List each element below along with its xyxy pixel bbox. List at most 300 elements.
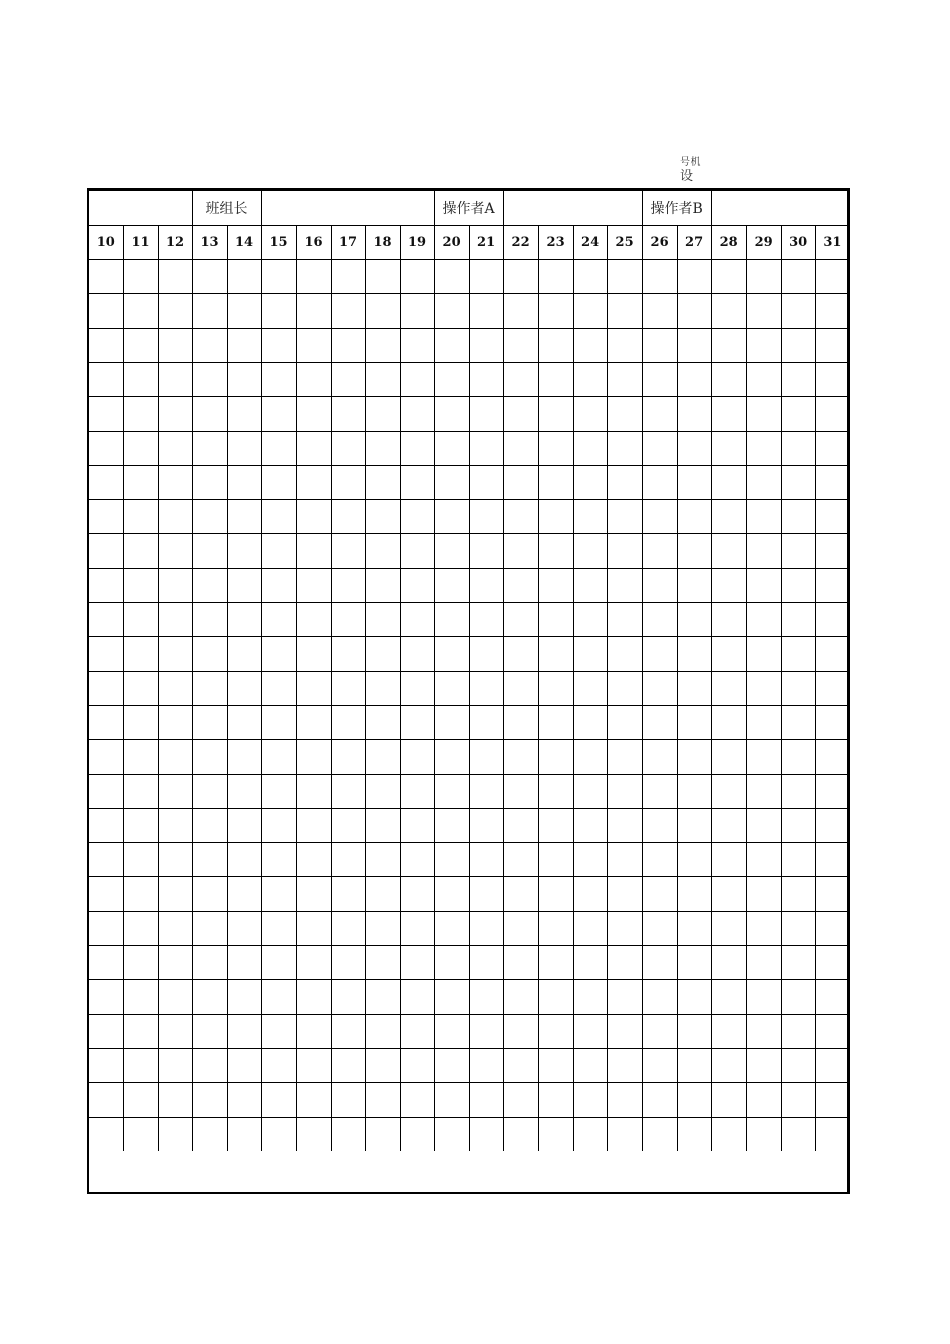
record-cell[interactable] (89, 877, 123, 911)
record-cell[interactable] (192, 911, 227, 945)
record-cell[interactable] (331, 534, 365, 568)
record-cell[interactable] (815, 431, 849, 465)
record-cell[interactable] (192, 843, 227, 877)
record-cell[interactable] (434, 637, 469, 671)
record-cell[interactable] (192, 465, 227, 499)
record-cell[interactable] (123, 534, 158, 568)
record-cell[interactable] (89, 1117, 123, 1151)
record-cell[interactable] (192, 1117, 227, 1151)
record-cell[interactable] (123, 465, 158, 499)
record-cell[interactable] (607, 877, 642, 911)
record-cell[interactable] (746, 671, 781, 705)
record-cell[interactable] (89, 705, 123, 739)
record-cell[interactable] (538, 500, 573, 534)
record-cell[interactable] (469, 534, 503, 568)
record-cell[interactable] (331, 465, 365, 499)
record-cell[interactable] (158, 911, 192, 945)
record-cell[interactable] (331, 500, 365, 534)
record-cell[interactable] (296, 1083, 331, 1117)
record-cell[interactable] (192, 1014, 227, 1048)
record-cell[interactable] (331, 946, 365, 980)
record-cell[interactable] (434, 294, 469, 328)
record-cell[interactable] (607, 603, 642, 637)
record-cell[interactable] (607, 740, 642, 774)
record-cell[interactable] (123, 705, 158, 739)
record-cell[interactable] (711, 637, 746, 671)
record-cell[interactable] (573, 705, 607, 739)
record-cell[interactable] (677, 911, 711, 945)
record-cell[interactable] (781, 637, 815, 671)
record-cell[interactable] (400, 808, 434, 842)
record-cell[interactable] (261, 637, 296, 671)
record-cell[interactable] (469, 1048, 503, 1082)
record-cell[interactable] (573, 808, 607, 842)
record-cell[interactable] (815, 808, 849, 842)
record-cell[interactable] (89, 637, 123, 671)
record-cell[interactable] (400, 637, 434, 671)
record-cell[interactable] (261, 328, 296, 362)
record-cell[interactable] (677, 465, 711, 499)
record-cell[interactable] (607, 1117, 642, 1151)
record-cell[interactable] (746, 705, 781, 739)
record-cell[interactable] (434, 1048, 469, 1082)
record-cell[interactable] (296, 774, 331, 808)
record-cell[interactable] (123, 1048, 158, 1082)
record-cell[interactable] (365, 946, 400, 980)
record-cell[interactable] (296, 1014, 331, 1048)
record-cell[interactable] (365, 911, 400, 945)
record-cell[interactable] (815, 877, 849, 911)
record-cell[interactable] (331, 431, 365, 465)
record-cell[interactable] (89, 843, 123, 877)
record-cell[interactable] (746, 1117, 781, 1151)
record-cell[interactable] (746, 362, 781, 396)
record-cell[interactable] (261, 877, 296, 911)
record-cell[interactable] (434, 465, 469, 499)
record-cell[interactable] (746, 877, 781, 911)
record-cell[interactable] (227, 1014, 261, 1048)
record-cell[interactable] (227, 1117, 261, 1151)
record-cell[interactable] (711, 1083, 746, 1117)
record-cell[interactable] (331, 328, 365, 362)
record-cell[interactable] (192, 877, 227, 911)
record-cell[interactable] (434, 1014, 469, 1048)
record-cell[interactable] (642, 705, 677, 739)
record-cell[interactable] (607, 671, 642, 705)
record-cell[interactable] (642, 397, 677, 431)
record-cell[interactable] (815, 1083, 849, 1117)
record-cell[interactable] (365, 705, 400, 739)
record-cell[interactable] (469, 671, 503, 705)
record-cell[interactable] (365, 294, 400, 328)
record-cell[interactable] (400, 500, 434, 534)
record-cell[interactable] (538, 568, 573, 602)
record-cell[interactable] (261, 465, 296, 499)
record-cell[interactable] (642, 500, 677, 534)
record-cell[interactable] (503, 294, 538, 328)
record-cell[interactable] (296, 637, 331, 671)
record-cell[interactable] (469, 603, 503, 637)
record-cell[interactable] (503, 328, 538, 362)
record-cell[interactable] (192, 705, 227, 739)
record-cell[interactable] (296, 603, 331, 637)
record-cell[interactable] (400, 1083, 434, 1117)
record-cell[interactable] (192, 568, 227, 602)
record-cell[interactable] (642, 877, 677, 911)
record-cell[interactable] (677, 946, 711, 980)
record-cell[interactable] (261, 500, 296, 534)
record-cell[interactable] (158, 705, 192, 739)
record-cell[interactable] (331, 362, 365, 396)
record-cell[interactable] (434, 980, 469, 1014)
record-cell[interactable] (538, 1014, 573, 1048)
record-cell[interactable] (331, 808, 365, 842)
record-cell[interactable] (192, 328, 227, 362)
record-cell[interactable] (538, 740, 573, 774)
record-cell[interactable] (642, 980, 677, 1014)
record-cell[interactable] (677, 534, 711, 568)
record-cell[interactable] (89, 774, 123, 808)
record-cell[interactable] (331, 260, 365, 294)
record-cell[interactable] (227, 294, 261, 328)
record-cell[interactable] (227, 1083, 261, 1117)
record-cell[interactable] (400, 328, 434, 362)
record-cell[interactable] (538, 808, 573, 842)
record-cell[interactable] (503, 946, 538, 980)
record-cell[interactable] (434, 260, 469, 294)
record-cell[interactable] (158, 1014, 192, 1048)
record-cell[interactable] (573, 774, 607, 808)
record-cell[interactable] (227, 260, 261, 294)
record-cell[interactable] (261, 397, 296, 431)
record-cell[interactable] (89, 328, 123, 362)
record-cell[interactable] (538, 260, 573, 294)
record-cell[interactable] (89, 431, 123, 465)
record-cell[interactable] (642, 946, 677, 980)
record-cell[interactable] (365, 431, 400, 465)
record-cell[interactable] (642, 1048, 677, 1082)
record-cell[interactable] (711, 465, 746, 499)
record-cell[interactable] (123, 568, 158, 602)
record-cell[interactable] (365, 774, 400, 808)
record-cell[interactable] (711, 671, 746, 705)
record-cell[interactable] (711, 397, 746, 431)
record-cell[interactable] (89, 1048, 123, 1082)
record-cell[interactable] (677, 568, 711, 602)
record-cell[interactable] (158, 500, 192, 534)
record-cell[interactable] (573, 294, 607, 328)
record-cell[interactable] (469, 328, 503, 362)
record-cell[interactable] (400, 603, 434, 637)
record-cell[interactable] (296, 397, 331, 431)
record-cell[interactable] (296, 705, 331, 739)
record-cell[interactable] (89, 500, 123, 534)
record-cell[interactable] (573, 1117, 607, 1151)
record-cell[interactable] (642, 328, 677, 362)
record-cell[interactable] (331, 1014, 365, 1048)
record-cell[interactable] (781, 911, 815, 945)
record-cell[interactable] (711, 1048, 746, 1082)
record-cell[interactable] (815, 328, 849, 362)
record-cell[interactable] (503, 808, 538, 842)
record-cell[interactable] (158, 980, 192, 1014)
record-cell[interactable] (331, 397, 365, 431)
record-cell[interactable] (158, 1048, 192, 1082)
record-cell[interactable] (607, 260, 642, 294)
record-cell[interactable] (677, 808, 711, 842)
record-cell[interactable] (261, 1014, 296, 1048)
record-cell[interactable] (746, 1083, 781, 1117)
record-cell[interactable] (746, 260, 781, 294)
record-cell[interactable] (538, 1083, 573, 1117)
record-cell[interactable] (538, 603, 573, 637)
record-cell[interactable] (469, 1014, 503, 1048)
record-cell[interactable] (192, 260, 227, 294)
record-cell[interactable] (434, 1083, 469, 1117)
record-cell[interactable] (503, 603, 538, 637)
record-cell[interactable] (89, 671, 123, 705)
record-cell[interactable] (400, 1048, 434, 1082)
record-cell[interactable] (400, 946, 434, 980)
record-cell[interactable] (815, 637, 849, 671)
record-cell[interactable] (746, 534, 781, 568)
record-cell[interactable] (158, 740, 192, 774)
record-cell[interactable] (642, 431, 677, 465)
record-cell[interactable] (815, 705, 849, 739)
record-cell[interactable] (815, 843, 849, 877)
record-cell[interactable] (227, 740, 261, 774)
record-cell[interactable] (158, 808, 192, 842)
record-cell[interactable] (711, 1014, 746, 1048)
record-cell[interactable] (746, 500, 781, 534)
record-cell[interactable] (607, 500, 642, 534)
record-cell[interactable] (123, 1083, 158, 1117)
record-cell[interactable] (227, 1048, 261, 1082)
record-cell[interactable] (711, 568, 746, 602)
record-cell[interactable] (89, 362, 123, 396)
record-cell[interactable] (469, 397, 503, 431)
record-cell[interactable] (227, 397, 261, 431)
record-cell[interactable] (192, 534, 227, 568)
record-cell[interactable] (400, 1014, 434, 1048)
record-cell[interactable] (158, 534, 192, 568)
record-cell[interactable] (711, 774, 746, 808)
record-cell[interactable] (711, 534, 746, 568)
record-cell[interactable] (781, 328, 815, 362)
record-cell[interactable] (469, 1117, 503, 1151)
record-cell[interactable] (815, 397, 849, 431)
record-cell[interactable] (573, 1014, 607, 1048)
record-cell[interactable] (815, 500, 849, 534)
record-cell[interactable] (642, 1014, 677, 1048)
record-cell[interactable] (89, 294, 123, 328)
record-cell[interactable] (538, 705, 573, 739)
record-cell[interactable] (296, 465, 331, 499)
record-cell[interactable] (89, 534, 123, 568)
record-cell[interactable] (469, 431, 503, 465)
record-cell[interactable] (469, 465, 503, 499)
record-cell[interactable] (123, 843, 158, 877)
record-cell[interactable] (607, 1083, 642, 1117)
record-cell[interactable] (746, 1014, 781, 1048)
record-cell[interactable] (815, 294, 849, 328)
record-cell[interactable] (573, 328, 607, 362)
record-cell[interactable] (503, 637, 538, 671)
record-cell[interactable] (573, 431, 607, 465)
record-cell[interactable] (296, 946, 331, 980)
record-cell[interactable] (711, 843, 746, 877)
record-cell[interactable] (573, 637, 607, 671)
record-cell[interactable] (642, 1083, 677, 1117)
record-cell[interactable] (123, 431, 158, 465)
record-cell[interactable] (642, 740, 677, 774)
record-cell[interactable] (538, 671, 573, 705)
record-cell[interactable] (400, 671, 434, 705)
record-cell[interactable] (607, 1048, 642, 1082)
record-cell[interactable] (711, 362, 746, 396)
record-cell[interactable] (227, 980, 261, 1014)
record-cell[interactable] (677, 740, 711, 774)
record-cell[interactable] (677, 705, 711, 739)
record-cell[interactable] (677, 637, 711, 671)
record-cell[interactable] (331, 1083, 365, 1117)
record-cell[interactable] (158, 1117, 192, 1151)
record-cell[interactable] (434, 500, 469, 534)
record-cell[interactable] (815, 534, 849, 568)
record-cell[interactable] (123, 260, 158, 294)
record-cell[interactable] (781, 843, 815, 877)
record-cell[interactable] (573, 740, 607, 774)
record-cell[interactable] (365, 843, 400, 877)
record-cell[interactable] (365, 1117, 400, 1151)
record-cell[interactable] (158, 774, 192, 808)
record-cell[interactable] (746, 1048, 781, 1082)
operator-b-input[interactable] (711, 191, 849, 225)
record-cell[interactable] (538, 843, 573, 877)
record-cell[interactable] (677, 1014, 711, 1048)
record-cell[interactable] (538, 1117, 573, 1151)
record-cell[interactable] (607, 534, 642, 568)
record-cell[interactable] (538, 431, 573, 465)
record-cell[interactable] (227, 671, 261, 705)
record-cell[interactable] (331, 980, 365, 1014)
record-cell[interactable] (400, 1117, 434, 1151)
record-cell[interactable] (434, 568, 469, 602)
record-cell[interactable] (815, 260, 849, 294)
record-cell[interactable] (400, 260, 434, 294)
record-cell[interactable] (192, 1048, 227, 1082)
record-cell[interactable] (642, 603, 677, 637)
record-cell[interactable] (89, 1083, 123, 1117)
record-cell[interactable] (815, 568, 849, 602)
record-cell[interactable] (642, 671, 677, 705)
record-cell[interactable] (815, 362, 849, 396)
record-cell[interactable] (677, 1117, 711, 1151)
record-cell[interactable] (746, 740, 781, 774)
record-cell[interactable] (296, 328, 331, 362)
record-cell[interactable] (192, 980, 227, 1014)
record-cell[interactable] (538, 362, 573, 396)
record-cell[interactable] (781, 534, 815, 568)
record-cell[interactable] (261, 911, 296, 945)
record-cell[interactable] (434, 397, 469, 431)
record-cell[interactable] (746, 946, 781, 980)
record-cell[interactable] (434, 877, 469, 911)
record-cell[interactable] (781, 1048, 815, 1082)
record-cell[interactable] (331, 1117, 365, 1151)
record-cell[interactable] (227, 637, 261, 671)
record-cell[interactable] (469, 294, 503, 328)
record-cell[interactable] (192, 1083, 227, 1117)
record-cell[interactable] (503, 431, 538, 465)
record-cell[interactable] (607, 362, 642, 396)
record-cell[interactable] (261, 260, 296, 294)
record-cell[interactable] (469, 980, 503, 1014)
record-cell[interactable] (469, 1083, 503, 1117)
record-cell[interactable] (434, 946, 469, 980)
record-cell[interactable] (573, 534, 607, 568)
record-cell[interactable] (781, 1014, 815, 1048)
record-cell[interactable] (331, 843, 365, 877)
record-cell[interactable] (746, 808, 781, 842)
record-cell[interactable] (123, 294, 158, 328)
record-cell[interactable] (296, 911, 331, 945)
record-cell[interactable] (296, 843, 331, 877)
record-cell[interactable] (434, 328, 469, 362)
record-cell[interactable] (434, 705, 469, 739)
record-cell[interactable] (434, 774, 469, 808)
record-cell[interactable] (365, 568, 400, 602)
record-cell[interactable] (607, 568, 642, 602)
record-cell[interactable] (503, 877, 538, 911)
record-cell[interactable] (331, 671, 365, 705)
record-cell[interactable] (677, 877, 711, 911)
record-cell[interactable] (503, 911, 538, 945)
record-cell[interactable] (642, 294, 677, 328)
record-cell[interactable] (815, 1014, 849, 1048)
record-cell[interactable] (677, 397, 711, 431)
record-cell[interactable] (331, 294, 365, 328)
record-cell[interactable] (89, 568, 123, 602)
record-cell[interactable] (434, 808, 469, 842)
record-cell[interactable] (89, 980, 123, 1014)
record-cell[interactable] (642, 362, 677, 396)
record-cell[interactable] (781, 877, 815, 911)
record-cell[interactable] (400, 534, 434, 568)
record-cell[interactable] (642, 774, 677, 808)
record-cell[interactable] (781, 774, 815, 808)
record-cell[interactable] (746, 568, 781, 602)
record-cell[interactable] (365, 603, 400, 637)
record-cell[interactable] (89, 911, 123, 945)
record-cell[interactable] (261, 568, 296, 602)
record-cell[interactable] (642, 1117, 677, 1151)
record-cell[interactable] (365, 671, 400, 705)
record-cell[interactable] (607, 397, 642, 431)
record-cell[interactable] (192, 740, 227, 774)
record-cell[interactable] (89, 465, 123, 499)
record-cell[interactable] (192, 808, 227, 842)
record-cell[interactable] (781, 568, 815, 602)
record-cell[interactable] (400, 705, 434, 739)
record-cell[interactable] (573, 1083, 607, 1117)
record-cell[interactable] (642, 911, 677, 945)
record-cell[interactable] (781, 740, 815, 774)
record-cell[interactable] (261, 431, 296, 465)
record-cell[interactable] (469, 637, 503, 671)
record-cell[interactable] (227, 774, 261, 808)
record-cell[interactable] (781, 397, 815, 431)
